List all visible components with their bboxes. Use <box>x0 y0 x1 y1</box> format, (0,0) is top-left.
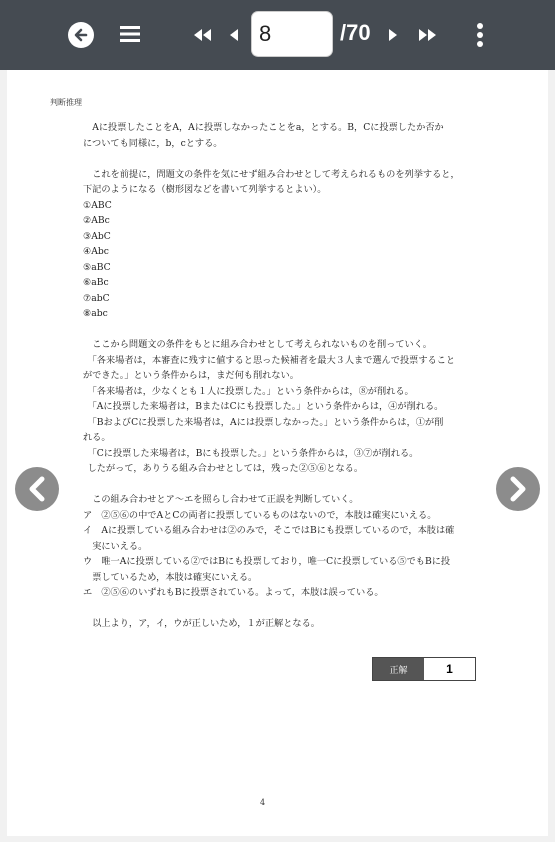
condition-result: したがって，ありうる組み合わせとしては，残った②⑤⑥となる。 <box>87 463 364 474</box>
combo-item: ⑦abC <box>83 292 110 304</box>
combo-item: ①ABC <box>83 199 112 211</box>
statement-u: ウ 唯一Aに投票している②ではBにも投票しており，唯一Cに投票している⑤でもBに投 <box>83 556 451 567</box>
chevron-right-icon <box>388 28 398 42</box>
prev-page-button[interactable] <box>226 24 242 46</box>
section-header: 判断推理 <box>50 98 82 107</box>
vertical-dots-icon <box>476 23 484 47</box>
answer-value: 1 <box>424 658 475 680</box>
combo-item: ③AbC <box>83 230 111 242</box>
more-options-button[interactable] <box>470 22 490 48</box>
list-intro-line: 下記のようになる（樹形図などを書いて列挙するとよい）。 <box>83 184 327 195</box>
previous-page-arrow[interactable] <box>15 467 59 511</box>
combo-item: ⑤aBC <box>83 261 111 273</box>
combo-item: ⑥aBc <box>83 277 109 288</box>
page-total: /70 <box>340 20 371 45</box>
hamburger-menu-icon <box>119 24 141 44</box>
next-page-arrow[interactable] <box>496 467 540 511</box>
combo-item: ②ABc <box>83 215 110 226</box>
last-page-button[interactable] <box>416 24 440 46</box>
first-page-button[interactable] <box>190 24 214 46</box>
page-number-input[interactable] <box>251 11 333 57</box>
statement-a: ア ②⑤⑥の中でAとCの両者に投票しているものはないので，本肢は確実にいえる。 <box>83 509 437 521</box>
statement-i: イ Aに投票している組み合わせは②のみで，そこではBにも投票しているので，本肢は確 <box>83 525 455 536</box>
page-number: 4 <box>260 798 266 807</box>
toolbar <box>0 0 555 70</box>
condition-line: 「Aに投票した来場者は，BまたはCにも投票した。」という条件からは，④が削れる。 <box>87 401 444 412</box>
statement-i: 実にいえる。 <box>92 540 148 552</box>
answer-box <box>372 657 476 681</box>
arrow-left-circle-icon <box>72 26 90 44</box>
document-page <box>7 70 548 836</box>
explanation-text <box>83 120 483 632</box>
conclusion: 以上より，ア，イ，ウが正しいため，１が正解となる。 <box>92 618 320 629</box>
judge-intro: この組み合わせとア～エを照らし合わせて正誤を判断していく。 <box>92 494 359 505</box>
condition-line: 「Cに投票した来場者は，Bにも投票した。」という条件からは，③⑦が削れる。 <box>87 447 419 459</box>
combo-item: ④Abc <box>83 246 109 257</box>
condition-line: 「各来場者は，本審査に残すに値すると思った候補者を最大３人まで選んで投票すること <box>87 354 456 366</box>
chevron-left-icon <box>229 28 239 42</box>
intro-line: についても同様に，b，cとする。 <box>83 137 223 149</box>
intro-line: Aに投票したことをA，Aに投票しなかったことをa，とする。B，Cに投票したか否か <box>92 122 444 133</box>
condition-line: 「各来場者は，少なくとも１人に投票した。」という条件からは，⑧が削れる。 <box>87 385 414 397</box>
next-page-button[interactable] <box>385 24 401 46</box>
back-button[interactable] <box>68 22 94 48</box>
combo-item: ⑧abc <box>83 308 108 319</box>
condition-line: れる。 <box>83 432 111 443</box>
list-intro-line: これを前提に，問題文の条件を気にせず組み合わせとして考えられるものを列挙すると， <box>92 168 460 180</box>
double-chevron-left-icon <box>192 28 212 42</box>
answer-label: 正解 <box>373 658 424 680</box>
condition-line: 「BおよびCに投票した来場者は，Aには投票しなかった。」という条件からは，①が削 <box>87 416 444 428</box>
chevron-left-circle-icon <box>27 476 47 502</box>
menu-button[interactable] <box>118 22 142 46</box>
statement-u: 票しているため，本肢は確実にいえる。 <box>92 571 258 583</box>
condition-line: ができた。」という条件からは，まだ何も削れない。 <box>83 370 299 381</box>
condition-intro: ここから問題文の条件をもとに組み合わせとして考えられないものを削っていく。 <box>92 339 432 350</box>
statement-e: エ ②⑤⑥のいずれもBに投票されている。よって，本肢は誤っている。 <box>83 587 384 598</box>
chevron-right-circle-icon <box>508 476 528 502</box>
double-chevron-right-icon <box>418 28 438 42</box>
